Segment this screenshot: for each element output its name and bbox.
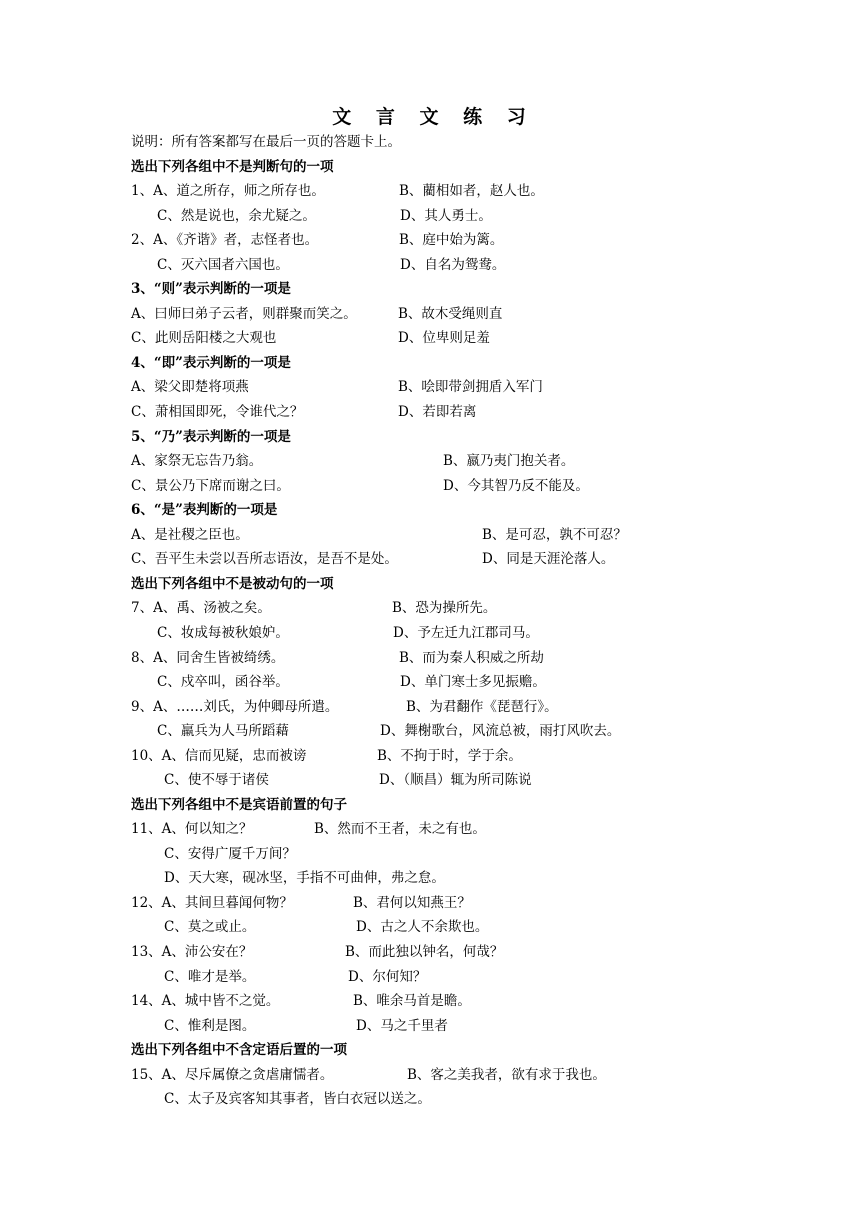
- q15-option-c: C、太子及宾客知其事者，皆白衣冠以送之。: [164, 1091, 431, 1107]
- q10-option-d: D、（顺昌）辄为所司陈说: [379, 772, 532, 788]
- question-15-row-1: [131, 1064, 840, 1086]
- q5-option-a: A、家祭无忘告乃翁。: [131, 453, 263, 469]
- question-2-row-1: [131, 229, 840, 251]
- section-heading-postposed-attributive: 选出下列各组中不含定语后置的一项: [131, 1042, 347, 1058]
- question-4-row-2: [131, 401, 840, 423]
- q5-option-d: D、今其智乃反不能及。: [443, 478, 589, 494]
- q9-option-b: B、为君翻作《琵琶行》。: [406, 699, 558, 715]
- q8-option-b: B、而为秦人积威之所劫: [399, 650, 544, 666]
- question-12-row-2: [131, 916, 840, 938]
- q6-option-d: D、同是天涯沦落人。: [482, 551, 615, 567]
- q9-option-c: C、羸兵为人马所蹈藉: [157, 723, 289, 739]
- question-5-stem: 5、“乃”表示判断的一项是: [131, 429, 291, 445]
- section-heading-judgment: 选出下列各组中不是判断句的一项: [131, 159, 334, 175]
- question-1-row-1: [131, 180, 840, 202]
- q4-option-a: A、梁父即楚将项燕: [131, 379, 249, 395]
- q4-option-c: C、萧相国即死，令谁代之？: [131, 404, 304, 420]
- question-8-row-1: [131, 647, 840, 669]
- question-2-row-2: [131, 254, 840, 276]
- question-11-row-1: [131, 818, 840, 840]
- q13-option-b: B、而此独以钟名，何哉？: [345, 944, 504, 960]
- question-4-row-1: [131, 376, 840, 398]
- q9-option-a: 9、A、……刘氏，为仲卿母所遣。: [131, 699, 339, 715]
- q7-option-b: B、恐为操所先。: [392, 600, 497, 616]
- q7-option-c: C、妆成每被秋娘妒。: [157, 625, 289, 641]
- question-11-row-3: [131, 867, 840, 889]
- page-title: 文 言 文 练 习: [332, 106, 528, 128]
- question-6-stem: 6、“是”表判断的一项是: [131, 502, 278, 518]
- question-4-stem: 4、“即”表示判断的一项是: [131, 355, 291, 371]
- q1-option-b: B、藺相如者，赵人也。: [399, 183, 544, 199]
- q15-option-b: B、客之美我者，欲有求于我也。: [407, 1067, 606, 1083]
- q13-option-c: C、唯才是举。: [164, 969, 256, 985]
- q8-option-d: D、单门寒士多见振赡。: [400, 674, 546, 690]
- q2-option-d: D、自名为鸳鸯。: [400, 257, 506, 273]
- question-13-row-2: [131, 966, 840, 988]
- instruction-note: 说明：所有答案都写在最后一页的答题卡上。: [131, 134, 401, 150]
- question-12-row-1: [131, 892, 840, 914]
- q2-option-a: 2、A、《齐谐》者，志怪者也。: [131, 232, 319, 248]
- q13-option-a: 13、A、沛公安在？: [131, 944, 253, 960]
- q10-option-b: B、不拘于时，学于余。: [377, 748, 522, 764]
- q14-option-b: B、唯余马首是瞻。: [353, 993, 471, 1009]
- question-14-row-1: [131, 990, 840, 1012]
- section-heading-passive: 选出下列各组中不是被动句的一项: [131, 576, 334, 592]
- q5-option-b: B、嬴乃夷门抱关者。: [443, 453, 575, 469]
- question-14-row-2: [131, 1015, 840, 1037]
- q14-option-c: C、惟利是图。: [164, 1018, 256, 1034]
- question-9-row-2: [131, 720, 840, 742]
- q13-option-d: D、尔何知？: [348, 969, 427, 985]
- q14-option-a: 14、A、城中皆不之觉。: [131, 993, 280, 1009]
- question-10-row-2: [131, 769, 840, 791]
- q6-option-c: C、吾平生未尝以吾所志语汝，是吾不是处。: [131, 551, 398, 567]
- q2-option-c: C、灭六国者六国也。: [157, 257, 289, 273]
- question-9-row-1: [131, 696, 840, 718]
- q1-option-c: C、然是说也，余尤疑之。: [157, 208, 316, 224]
- q11-option-d: D、天大寒，砚冰坚，手指不可曲伸，弗之怠。: [164, 870, 445, 886]
- question-13-row-1: [131, 941, 840, 963]
- question-1-row-2: [131, 205, 840, 227]
- question-11-row-2: [131, 843, 840, 865]
- question-3-row-1: [131, 303, 840, 325]
- q9-option-d: D、舞榭歌台，风流总被，雨打风吹去。: [380, 723, 621, 739]
- q15-option-a: 15、A、尽斥属僚之贪虐庸懦者。: [131, 1067, 334, 1083]
- question-6-row-1: [131, 524, 840, 546]
- q7-option-a: 7、A、禹、汤被之矣。: [131, 600, 271, 616]
- q11-option-a: 11、A、何以知之？: [131, 821, 253, 837]
- q6-option-a: A、是社稷之臣也。: [131, 527, 249, 543]
- question-8-row-2: [131, 671, 840, 693]
- q4-option-d: D、若即若离: [398, 404, 477, 420]
- q3-option-d: D、位卑则足羞: [398, 330, 490, 346]
- q3-option-b: B、故木受绳则直: [398, 306, 503, 322]
- q8-option-a: 8、A、同舍生皆被绮绣。: [131, 650, 285, 666]
- q7-option-d: D、予左迁九江郡司马。: [393, 625, 539, 641]
- q2-option-b: B、庭中始为篱。: [399, 232, 504, 248]
- q11-option-b: B、然而不王者，未之有也。: [314, 821, 486, 837]
- question-7-row-2: [131, 622, 840, 644]
- q3-option-c: C、此则岳阳楼之大观也: [131, 330, 277, 346]
- question-3-stem: 3、“则”表示判断的一项是: [131, 281, 291, 297]
- question-6-row-2: [131, 548, 840, 570]
- q10-option-a: 10、A、信而见疑，忠而被谤: [131, 748, 307, 764]
- question-5-row-2: [131, 475, 840, 497]
- q12-option-a: 12、A、其间旦暮闻何物？: [131, 895, 293, 911]
- q6-option-b: B、是可忍，孰不可忍？: [482, 527, 627, 543]
- q11-option-c: C、安得广厦千万间？: [164, 846, 296, 862]
- q14-option-d: D、马之千里者: [356, 1018, 448, 1034]
- question-3-row-2: [131, 327, 840, 349]
- q4-option-b: B、哙即带剑拥盾入军门: [398, 379, 543, 395]
- question-15-row-2: [131, 1088, 840, 1110]
- q8-option-c: C、戍卒叫，函谷举。: [157, 674, 289, 690]
- section-heading-object-preposing: 选出下列各组中不是宾语前置的句子: [131, 797, 347, 813]
- q1-option-d: D、其人勇士。: [400, 208, 492, 224]
- question-5-row-1: [131, 450, 840, 472]
- q1-option-a: 1、A、道之所存，师之所存也。: [131, 183, 325, 199]
- q12-option-c: C、莫之或止。: [164, 919, 256, 935]
- q10-option-c: C、使不辱于诸侯: [164, 772, 269, 788]
- question-10-row-1: [131, 745, 840, 767]
- q12-option-d: D、古之人不余欺也。: [356, 919, 489, 935]
- q3-option-a: A、曰师曰弟子云者，则群聚而笑之。: [131, 306, 357, 322]
- q5-option-c: C、景公乃下席而谢之曰。: [131, 478, 290, 494]
- q12-option-b: B、君何以知燕王？: [353, 895, 471, 911]
- question-7-row-1: [131, 597, 840, 619]
